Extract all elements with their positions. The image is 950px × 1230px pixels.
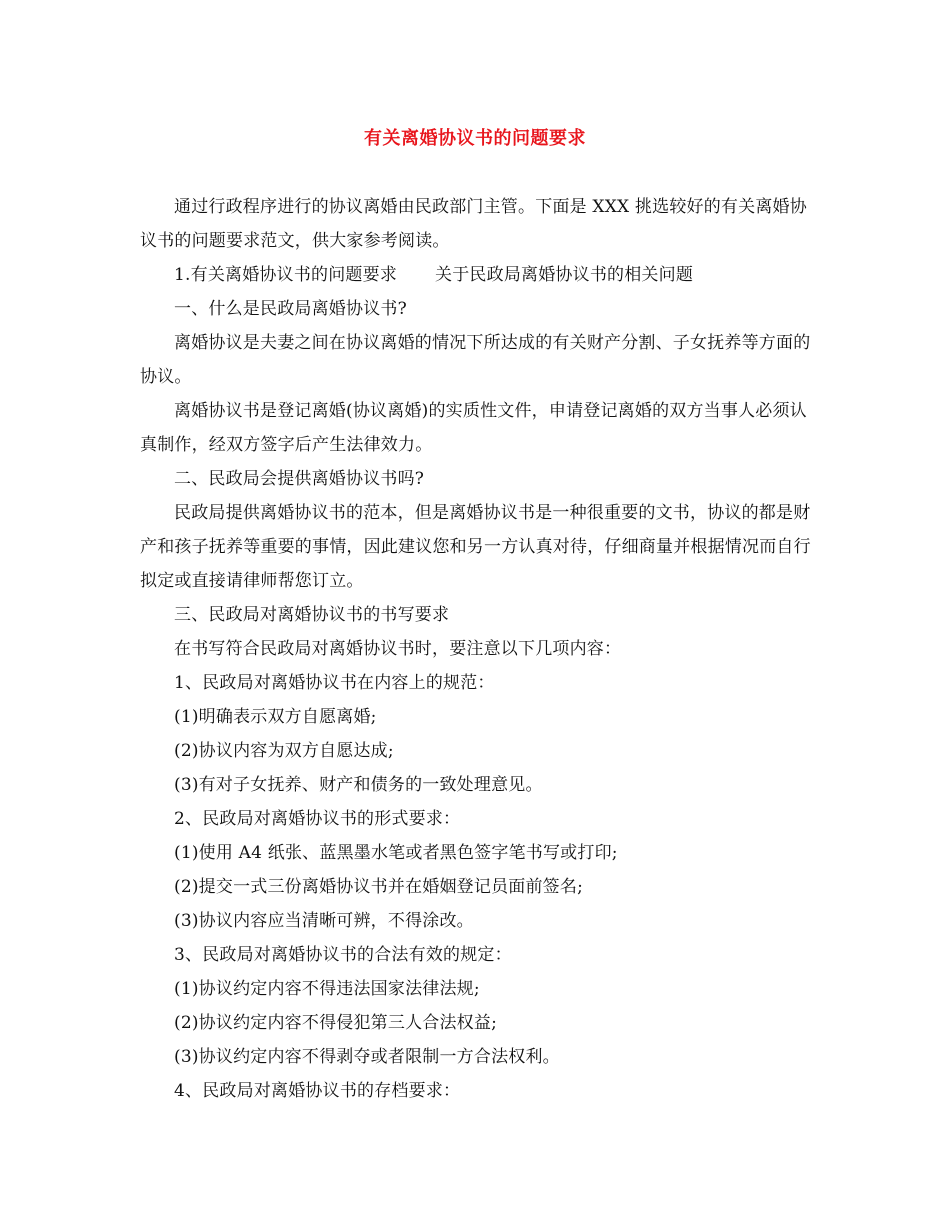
requirement-2-item: (3)协议内容应当清晰可辨，不得涂改。	[174, 911, 474, 931]
requirement-1-item: (2)协议内容为双方自愿达成;	[174, 741, 394, 761]
requirement-3-item: (2)协议约定内容不得侵犯第三人合法权益;	[174, 1013, 498, 1033]
requirement-2-item: (1)使用 A4 纸张、蓝黑墨水笔或者黑色签字笔书写或打印;	[174, 843, 618, 863]
question-2-heading: 二、民政局会提供离婚协议书吗?	[174, 469, 425, 489]
requirement-3-item: (1)协议约定内容不得违法国家法律法规;	[174, 979, 480, 999]
requirement-1-item: (1)明确表示双方自愿离婚;	[174, 707, 377, 727]
requirement-1-heading: 1、民政局对离婚协议书在内容上的规范：	[174, 673, 495, 693]
question-1-paragraph-1: 离婚协议是夫妻之间在协议离婚的情况下所达成的有关财产分割、子女抚养等方面的协议。	[140, 333, 811, 387]
question-2-paragraph-1: 民政局提供离婚协议书的范本，但是离婚协议书是一种很重要的文书，协议的都是财产和孩子抚养等重要的事情，因此建议您和另一方认真对待，仔细商量并根据情况而自行拟定或直接请律师帮您订立。	[140, 503, 811, 591]
requirement-3-item: (3)协议约定内容不得剥夺或者限制一方合法权利。	[174, 1047, 560, 1067]
requirement-4-heading: 4、民政局对离婚协议书的存档要求：	[174, 1081, 461, 1101]
requirement-1-item: (3)有对子女抚养、财产和债务的一致处理意见。	[174, 775, 543, 795]
intro-paragraph: 通过行政程序进行的协议离婚由民政部门主管。下面是 XXX 挑选较好的有关离婚协议书的问题要求范文，供大家参考阅读。	[140, 197, 807, 251]
question-1-paragraph-2: 离婚协议书是登记离婚(协议离婚)的实质性文件，申请登记离婚的双方当事人必须认真制作，经双方签字后产生法律效力。	[140, 401, 807, 455]
heading-part-2: 关于民政局离婚协议书的相关问题	[435, 265, 694, 285]
requirement-3-heading: 3、民政局对离婚协议书的合法有效的规定：	[174, 945, 512, 965]
heading-part-1: 1.有关离婚协议书的问题要求	[174, 265, 398, 285]
document-body	[140, 190, 814, 1108]
requirement-2-item: (2)提交一式三份离婚协议书并在婚姻登记员面前签名;	[174, 877, 584, 897]
question-3-intro: 在书写符合民政局对离婚协议书时，要注意以下几项内容：	[174, 639, 622, 659]
section-heading-line	[140, 258, 814, 292]
question-1-heading: 一、什么是民政局离婚协议书?	[174, 299, 407, 319]
document-title: 有关离婚协议书的问题要求	[364, 128, 586, 149]
requirement-2-heading: 2、民政局对离婚协议书的形式要求：	[174, 809, 461, 829]
question-3-heading: 三、民政局对离婚协议书的书写要求	[174, 605, 450, 625]
